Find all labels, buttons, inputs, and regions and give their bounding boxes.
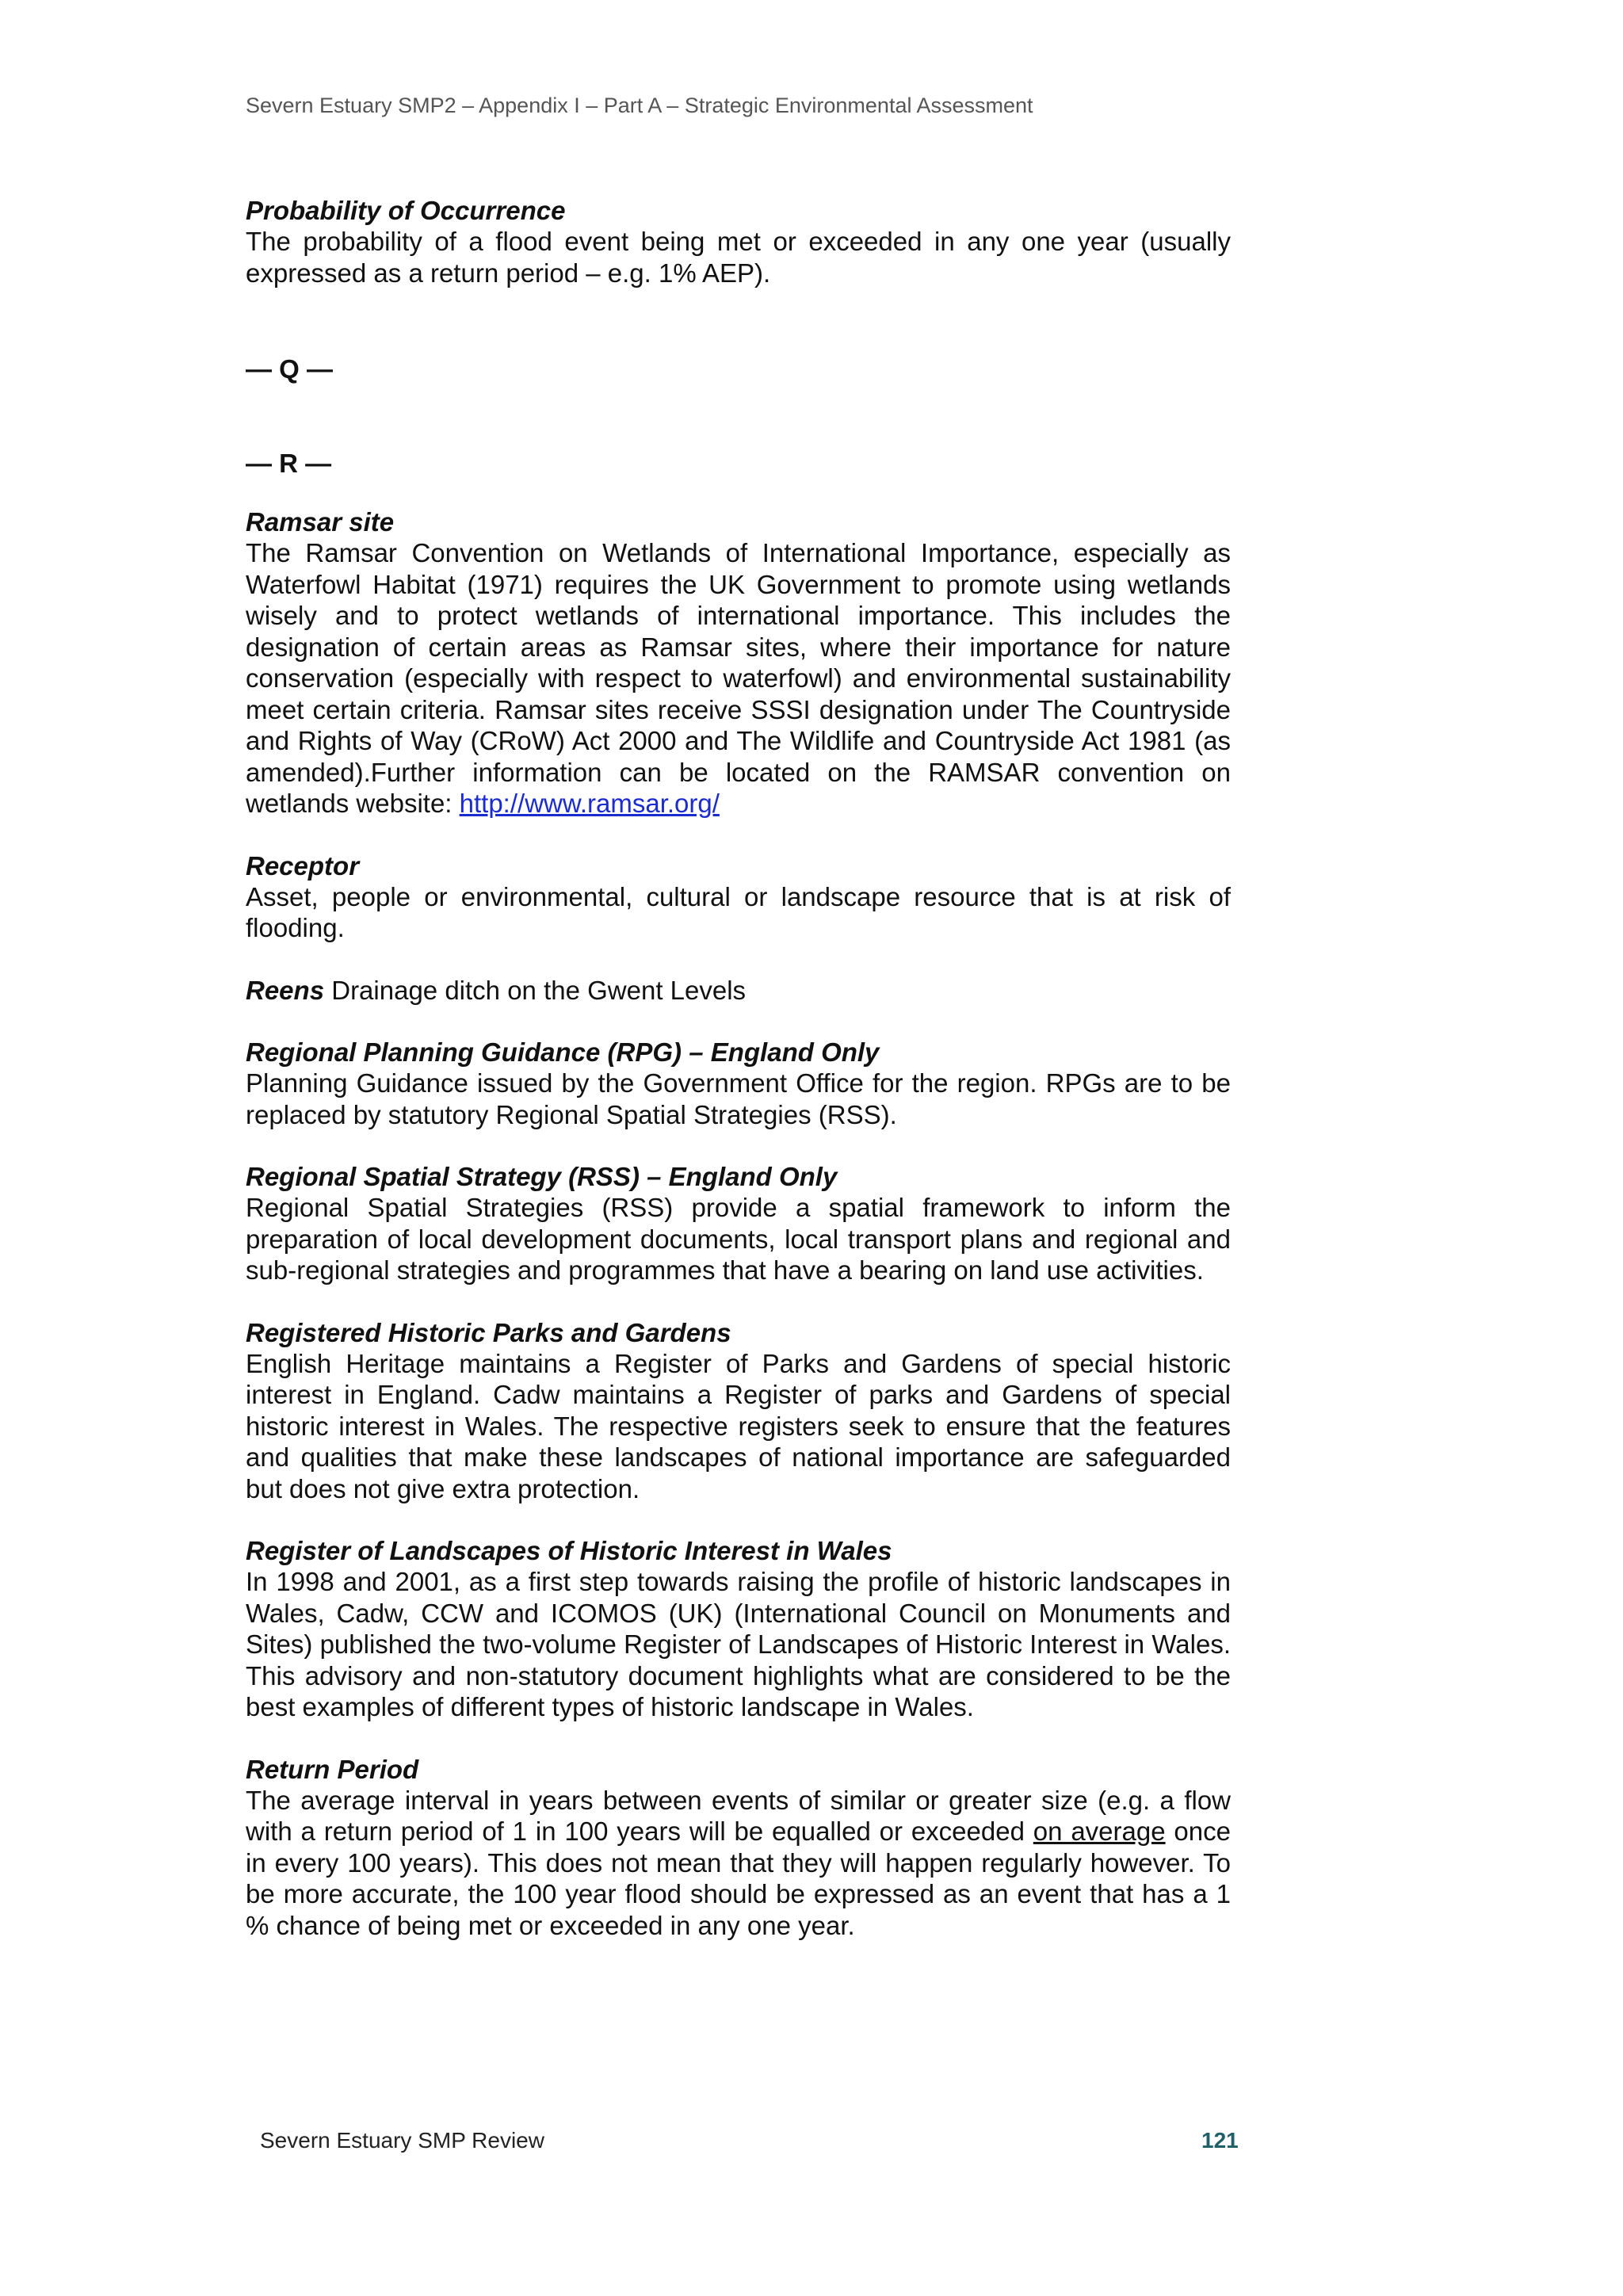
page-number: 121 (1201, 2128, 1239, 2153)
term-definition: Asset, people or environmental, cultural or landscape resource that is at risk of flooding. (246, 881, 1231, 942)
definition-text: once in every 100 years). This does not mean that they will happen regularly however. To be more accurate, the 100 year flood should be expressed as an event that has a 1 % chance of being met or exceeded in any one year. (246, 1817, 1231, 1940)
term-definition (246, 537, 1231, 819)
term-title: Registered Historic Parks and Gardens (246, 1317, 731, 1347)
term-title: Receptor (246, 850, 360, 881)
entry-regional-planning-guidance (246, 1037, 1231, 1130)
page-header: Severn Estuary SMP2 – Appendix I – Part A – Strategic Environmental Assessment (246, 94, 1033, 117)
term-title: Return Period (246, 1754, 419, 1784)
term-title: Regional Spatial Strategy (RSS) – England Only (246, 1162, 838, 1191)
glossary-content (246, 195, 1231, 1972)
term-definition: Regional Spatial Strategies (RSS) provide a spatial framework to inform the preparation of local development documents, local transport plans and regional and sub-regional strategies and programmes that have a bearing on land use activities. (246, 1193, 1231, 1285)
term-title: Reens (246, 975, 325, 1005)
term-definition (246, 1785, 1231, 1942)
term-definition: In 1998 and 2001, as a first step towards raising the profile of historic landscapes in Wales, Cadw, CCW and ICOMOS (UK) (International Council on Monuments and Sites) published the two-volume Register of Landscapes of Historic Interest in Wales. This advisory and non-statutory document highlights what are considered to be the best examples of different types of historic landscape in Wales. (246, 1567, 1231, 1721)
term-title: Regional Planning Guidance (RPG) – England Only (246, 1037, 880, 1067)
entry-reens (246, 975, 1231, 1007)
entry-register-of-landscapes (246, 1535, 1231, 1723)
entry-probability-of-occurrence (246, 195, 1231, 288)
ramsar-website-link[interactable]: http://www.ramsar.org/ (459, 789, 720, 818)
entry-ramsar-site (246, 506, 1231, 819)
term-title: Probability of Occurrence (246, 196, 566, 225)
definition-text: Drainage ditch on the Gwent Levels (324, 975, 747, 1005)
term-definition: Planning Guidance issued by the Government Office for the region. RPGs are to be replaced by statutory Regional Spatial Strategies (RSS). (246, 1068, 1231, 1129)
term-inline-definition (246, 975, 1231, 1007)
underlined-emphasis: on average (1033, 1817, 1166, 1846)
entry-receptor (246, 850, 1231, 944)
term-definition: The probability of a flood event being met or exceeded in any one year (usually expressed as a return period – e.g. 1% AEP). (246, 227, 1231, 288)
footer-title: Severn Estuary SMP Review (260, 2128, 544, 2153)
definition-text: The Ramsar Convention on Wetlands of International Importance, especially as Waterfowl Habitat (1971) requires the UK Government to promote using wetlands wisely and to protect wetlands of international importance. This includes the designation of certain areas as Ramsar sites, where their importance for nature conservation (especially with respect to waterfowl) and environmental sustainability meet certain criteria. Ramsar sites receive SSSI designation under The Countryside and Rights of Way (CRoW) Act 2000 and The Wildlife and Countryside Act 1981 (as amended).Further information can be located on the RAMSAR convention on wetlands website: (246, 538, 1231, 818)
section-letter-q: — Q — (246, 354, 334, 384)
term-title: Register of Landscapes of Historic Interest in Wales (246, 1536, 892, 1565)
entry-return-period (246, 1754, 1231, 1942)
definition-text: The average interval in years between events of similar or greater size (e.g. a flow with a return period of 1 in 100 years will be equalled or exceeded (246, 1785, 1231, 1846)
term-title: Ramsar site (246, 507, 395, 537)
term-definition: English Heritage maintains a Register of Parks and Gardens of special historic interest in England. Cadw maintains a Register of parks and Gardens of special historic interest in Wales. The respective registers seek to ensure that the features and qualities that make these landscapes of national importance are safeguarded but does not give extra protection. (246, 1348, 1231, 1503)
section-letter-r: — R — (246, 449, 332, 478)
entry-regional-spatial-strategy (246, 1161, 1231, 1286)
entry-registered-historic-parks (246, 1317, 1231, 1505)
